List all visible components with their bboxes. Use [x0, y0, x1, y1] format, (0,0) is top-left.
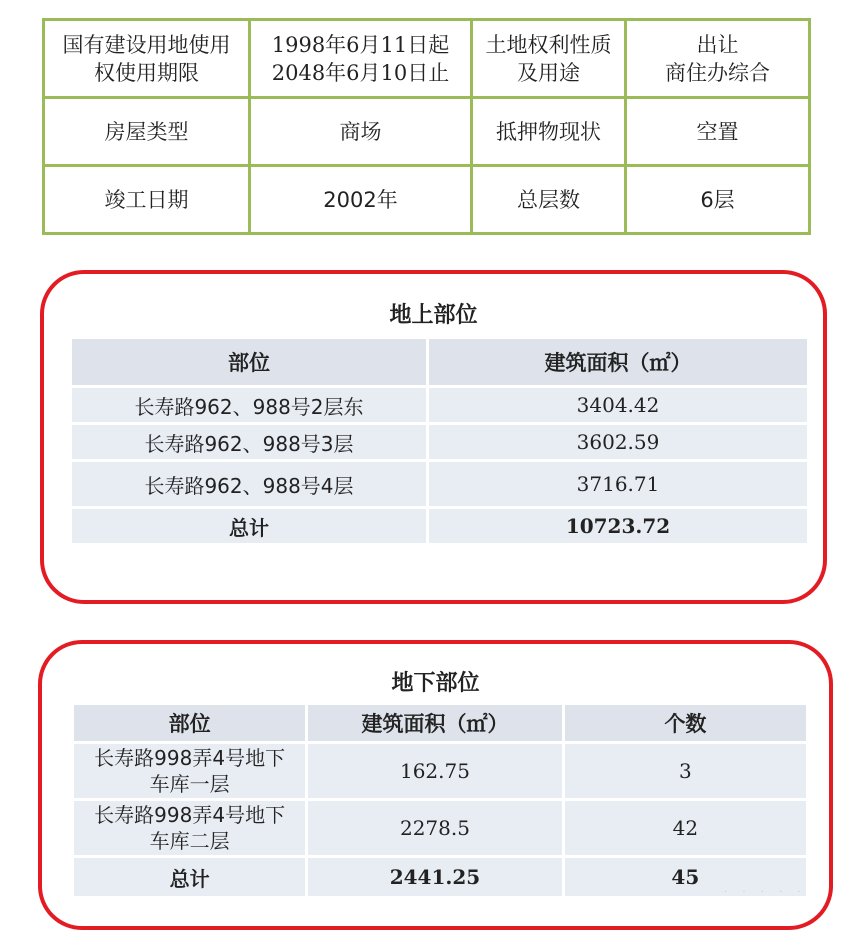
row-floor-area: 162.75	[308, 744, 561, 798]
property-info-table	[42, 18, 811, 235]
below-ground-panel	[38, 640, 833, 930]
row-location: 长寿路962、988号4层	[72, 462, 426, 506]
total-row	[72, 509, 807, 543]
header-floor-area: 建筑面积（㎡）	[429, 339, 807, 385]
below-ground-table	[71, 702, 809, 899]
info-row-house-type	[44, 98, 810, 166]
info-label-house-type: 房屋类型	[44, 98, 250, 166]
info-row-completion	[44, 166, 810, 234]
header-location: 部位	[72, 339, 426, 385]
info-label-land-term: 国有建设用地使用 权使用期限	[44, 20, 250, 98]
total-floor-area: 2441.25	[308, 858, 561, 896]
row-location: 长寿路962、988号2层东	[72, 388, 426, 422]
above-ground-title: 地上部位	[389, 303, 478, 328]
info-label-completion-date: 竣工日期	[44, 166, 250, 234]
total-label: 总计	[72, 509, 426, 543]
header-count: 个数	[565, 705, 806, 741]
info-label-collateral-status: 抵押物现状	[472, 98, 626, 166]
info-value-total-floors: 6层	[626, 166, 810, 234]
row-floor-area: 2278.5	[308, 801, 561, 855]
table-header-row	[72, 339, 807, 385]
row-floor-area: 3404.42	[429, 388, 807, 422]
table-row	[74, 801, 806, 855]
info-value-land-nature: 出让 商住办综合	[626, 20, 810, 98]
info-value-completion-date: 2002年	[250, 166, 472, 234]
table-row	[72, 462, 807, 506]
watermark: · · · · ·	[724, 887, 807, 898]
info-value-house-type: 商场	[250, 98, 472, 166]
row-location: 长寿路998弄4号地下 车库一层	[74, 744, 305, 798]
total-count: 45	[565, 858, 806, 896]
info-label-total-floors: 总层数	[472, 166, 626, 234]
above-ground-panel	[40, 270, 827, 604]
total-label: 总计	[74, 858, 305, 896]
row-location: 长寿路998弄4号地下 车库二层	[74, 801, 305, 855]
row-location: 长寿路962、988号3层	[72, 425, 426, 459]
info-value-collateral-status: 空置	[626, 98, 810, 166]
table-row	[72, 388, 807, 422]
info-row-land-use	[44, 20, 810, 98]
table-row	[72, 425, 807, 459]
row-count: 42	[565, 801, 806, 855]
total-row	[74, 858, 806, 896]
info-value-land-term: 1998年6月11日起 2048年6月10日止	[250, 20, 472, 98]
row-count: 3	[565, 744, 806, 798]
header-location: 部位	[74, 705, 305, 741]
header-floor-area: 建筑面积（㎡）	[308, 705, 561, 741]
info-label-land-nature: 土地权利性质 及用途	[472, 20, 626, 98]
above-ground-table	[69, 336, 810, 546]
total-floor-area: 10723.72	[429, 509, 807, 543]
table-row	[74, 744, 806, 798]
row-floor-area: 3716.71	[429, 462, 807, 506]
row-floor-area: 3602.59	[429, 425, 807, 459]
table-header-row	[74, 705, 806, 741]
below-ground-title: 地下部位	[391, 671, 480, 696]
